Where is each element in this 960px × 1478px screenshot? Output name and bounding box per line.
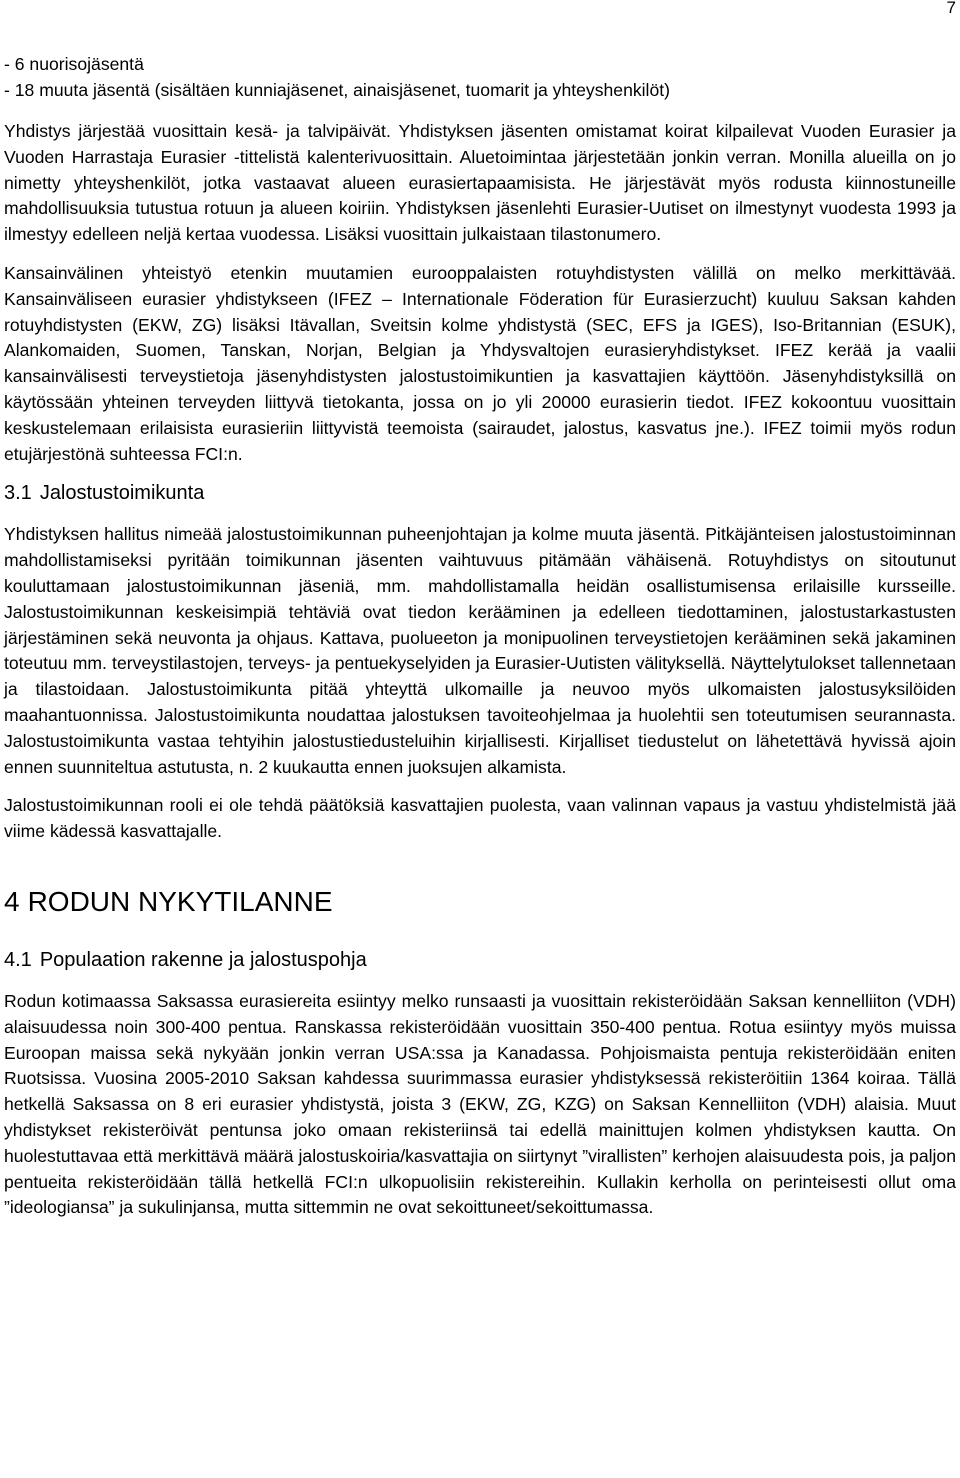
paragraph-international-cooperation: Kansainvälinen yhteistyö etenkin muutamien eurooppalaisten rotuyhdistysten välillä on melko merkittävää. Kansainväliseen eurasier yhdistykseen (IFEZ – Internationale Föderation für Eurasierzucht) kuuluu Saksan kahden rotuyhdistysten (EKW, ZG) lisäksi Itävallan, Sveitsin kolme yhdistystä (SEC, EFS ja IGES), Iso-Britannian (ESUK), Alankomaiden, Suomen, Tanskan, Norjan, Belgian ja Yhdysvaltojen eurasieryhdistykset. IFEZ kerää ja vaalii kansainvälisesti terveystietoja jäsenyhdistysten jalostustoimikuntien ja kasvattajien käyttöön. Jäsenyhdistyksillä on käytössään yhteinen terveyden liittyvä tietokanta, jossa on jo yli 20000 eurasierin tiedot. IFEZ kokoontuu vuosittain keskustelemaan erilaisista eurasieriin liittyvistä teemoista (sairaudet, jalostus, kasvatus jne.). IFEZ toimii myös rodun etujärjestönä suhteessa FCI:n. [4, 262, 956, 464]
heading-breeding-committee [4, 480, 956, 506]
heading-text: RODUN NYKYTILANNE [27, 885, 333, 917]
list-item: - 6 nuorisojäsentä [4, 54, 144, 74]
paragraph-committee-role: Jalostustoimikunnan rooli ei ole tehdä päätöksiä kasvattajien puolesta, vaan valinnan vapaus ja vastuu yhdistelmistä jää viime kädessä kasvattajalle. [4, 795, 956, 842]
page-content [4, 52, 956, 1234]
page-number: 7 [946, 0, 956, 17]
paragraph-population: Rodun kotimaassa Saksassa eurasiereita esiintyy melko runsaasti ja vuosittain rekisteröidään Saksan kennelliiton (VDH) alaisuudessa noin 300-400 pentua. Ranskassa rekisteröidään vuosittain 350-400 pentua. Rotua esiintyy myös muissa Euroopan maissa sekä nykyään jonkin verran USA:ssa ja Kanadassa. Pohjoismaista pentuja rekisteröidään eniten Ruotsissa. Vuosina 2005-2010 Saksan kahdessa suurimmassa eurasier yhdistyksessä rekisteröitiin 1364 koiraa. Tällä hetkellä Saksassa on 8 eri eurasier yhdistystä, joista 3 (EKW, ZG, KZG) on Saksan Kennelliiton (VDH) alaisia. Muut yhdistykset rekisteröivät pentunsa joko omaan rekisteriinsä tai edellä mainittujen kolmen yhdistyksen kautta. On huolestuttavaa että merkittävä määrä jalostuskoiria/kasvattajia on siirtynyt ”virallisten” kerhojen alaisuudesta pois, ja paljon pentueita rekisteröidään tällä hetkellä FCI:n ulkopuolisiin rekistereihin. Kullakin kerholla on perinteisesti ollut oma ”ideologiansa” ja sukulinjansa, mutta sittemmin ne ovat sekoittuneet/sekoittumassa. [4, 990, 956, 1218]
heading-number: 4 [4, 885, 20, 917]
heading-text: Jalostustoimikunta [39, 482, 205, 505]
heading-number: 3.1 [4, 482, 32, 505]
heading-population-structure [4, 947, 956, 973]
heading-number: 4.1 [4, 948, 32, 971]
member-list [4, 52, 956, 103]
list-item: - 18 muuta jäsentä (sisältäen kunniajäsenet, ainaisjäsenet, tuomarit ja yhteyshenkilöt) [4, 79, 671, 100]
heading-breed-status [4, 885, 956, 919]
paragraph-committee-duties: Yhdistyksen hallitus nimeää jalostustoimikunnan puheenjohtajan ja kolme muuta jäsentä. Pitkäjänteisen jalostustoiminnan mahdollistamiseksi pyritään toimikunnan jäsenten vaihtuvuus pitämään vähäisenä. Rotuyhdistys on sitoutunut kouluttamaan jalostustoimikunnan jäseniä, mm. mahdollistamalla heidän osallistumisensa erilaisille kursseille. Jalostustoimikunnan keskeisimpiä tehtäviä ovat tiedon kerääminen ja edelleen tiedottaminen, jalostustarkastusten järjestäminen sekä neuvonta ja ohjaus. Kattava, puolueeton ja monipuolinen terveystietojen kerääminen sekä jakaminen toteutuu mm. terveystilastojen, terveys- ja pentuekyselyiden ja Eurasier-Uutisten välityksellä. Näyttelytulokset tallennetaan ja tilastoidaan. Jalostustoimikunta pitää yhteyttä ulkomaille ja neuvoo myös ulkomaisten jalostusyksilöiden maahantuonnissa. Jalostustoimikunta noudattaa jalostuksen tavoiteohjelmaa ja huolehtii sen toteutumisen seurannasta. Jalostustoimikunta vastaa tehtyihin jalostustiedusteluihin kirjallisesti. Kirjalliset tiedustelut on lähetettävä hyvissä ajoin ennen suunniteltua astutusta, n. 2 kuukautta ennen juoksujen alkamista. [4, 524, 956, 777]
paragraph-club-activities: Yhdistys järjestää vuosittain kesä- ja talvipäivät. Yhdistyksen jäsenten omistamat koirat kilpailevat Vuoden Eurasier ja Vuoden Harrastaja Eurasier -tittelistä kalenterivuosittain. Aluetoimintaa järjestetään jonkin verran. Monilla alueilla on jo nimetty yhteyshenkilöt, jotka vastaavat alueen eurasiertapaamisista. He järjestävät myös rodusta kiinnostuneille mahdollisuuksia tutustua rotuun ja alueen koiriin. Yhdistyksen jäsenlehti Eurasier-Uutiset on ilmestynyt vuodesta 1993 ja ilmestyy edelleen neljä kertaa vuodessa. Lisäksi vuosittain julkaistaan tilastonumero. [4, 121, 956, 245]
heading-text: Populaation rakenne ja jalostuspohja [39, 948, 367, 971]
